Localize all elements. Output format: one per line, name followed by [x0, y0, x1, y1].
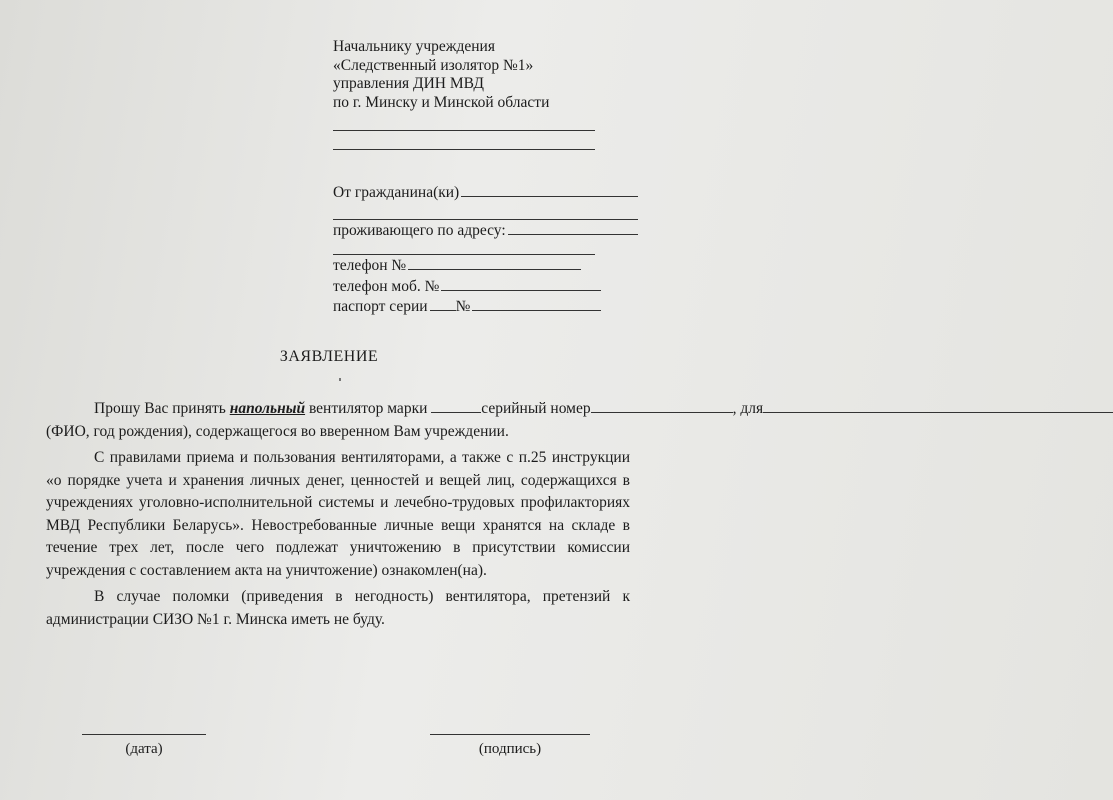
address-row — [333, 220, 638, 241]
addressee-blank-2[interactable] — [333, 135, 595, 150]
signature-blank[interactable] — [430, 722, 590, 735]
passport-number-blank[interactable] — [472, 296, 601, 311]
p1-emphasis: напольный — [229, 400, 306, 417]
recipient-blank[interactable] — [763, 398, 1113, 413]
p1-text-a: Прошу Вас принять — [94, 400, 230, 417]
addressee-blank-1[interactable] — [333, 116, 595, 131]
addressee-block — [333, 38, 633, 154]
date-blank[interactable] — [82, 722, 206, 735]
citizen-label: От гражданина(ки) — [333, 184, 460, 201]
paragraph-1-line-1 — [46, 398, 764, 421]
p1-text-c: серийный номер — [481, 400, 591, 417]
addressee-line-1: Начальнику учреждения — [333, 38, 495, 55]
address-row-2 — [333, 240, 595, 255]
address-blank[interactable] — [508, 220, 638, 235]
citizen-row-2 — [333, 205, 638, 220]
mobile-blank[interactable] — [441, 276, 601, 291]
p1-text-b: вентилятор марки — [305, 400, 432, 417]
citizen-name-blank[interactable] — [461, 182, 638, 197]
addressee-line-4: по г. Минску и Минской области — [333, 93, 550, 111]
passport-label: паспорт серии — [333, 298, 428, 315]
paragraph-3: В случае поломки (приведения в негодность) вентилятора, претензий к администрации СИЗО №1 г. Минска иметь не буду. — [46, 588, 630, 628]
signature-block — [430, 722, 590, 758]
paragraph-1-line-3: (ФИО, год рождения), содержащегося во вверенном Вам учреждении. — [46, 422, 509, 440]
passport-row — [333, 296, 601, 317]
addressee-line-3: управления ДИН МВД — [333, 75, 484, 92]
citizen-name-blank-2[interactable] — [333, 205, 638, 220]
address-blank-2[interactable] — [333, 240, 595, 255]
passport-no-label: № — [455, 298, 471, 315]
addressee-line-2: «Следственный изолятор №1» — [333, 56, 534, 74]
signature-label: (подпись) — [478, 741, 542, 757]
mobile-label: телефон моб. № — [333, 277, 440, 295]
applicant-block — [333, 182, 638, 317]
document-title: ЗАЯВЛЕНИЕ — [279, 348, 379, 365]
p1-text-d: , для — [732, 400, 764, 417]
phone-label: телефон № — [333, 257, 407, 274]
phone-blank[interactable] — [408, 255, 581, 270]
fan-brand-blank[interactable] — [431, 398, 481, 413]
passport-series-blank[interactable] — [430, 296, 456, 311]
mobile-row — [333, 276, 601, 297]
address-label: проживающего по адресу: — [333, 221, 506, 239]
speck-mark — [339, 378, 341, 381]
document-body — [46, 398, 764, 631]
date-label: (дата) — [125, 741, 163, 757]
citizen-row — [333, 182, 638, 203]
serial-number-blank[interactable] — [591, 398, 733, 413]
phone-row — [333, 255, 581, 276]
paragraph-2: С правилами приема и пользования вентиляторами, а также с п.25 инструкции «о порядке учета и хранения личных денег, ценностей и вещей лиц, содержащихся в учреждениях уголовно-исполнительной системы и лечебно-трудовых профилакториях МВД Республики Беларусь». Невостребованные личные вещи хранятся на складе в течение трех лет, после чего подлежат уничтожению в присутствии комиссии учреждения с составлением акта на уничтожение) ознакомлен(на). — [46, 449, 630, 579]
date-signature — [82, 722, 206, 758]
